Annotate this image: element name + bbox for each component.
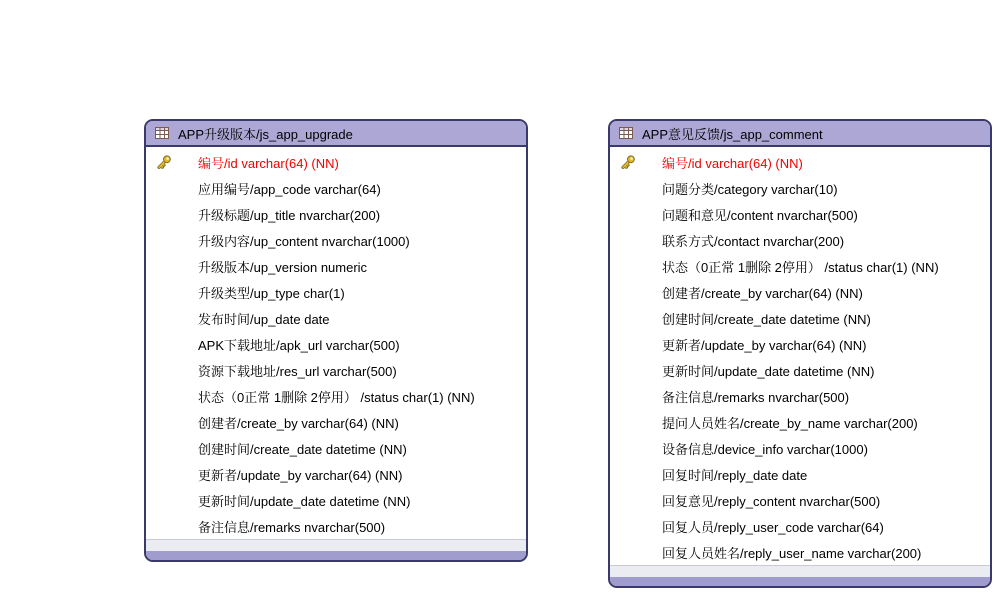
field-text: APK下载地址/apk_url varchar(500) <box>198 337 400 353</box>
field-row[interactable] <box>146 175 526 201</box>
field-text: 更新者/update_by varchar(64) (NN) <box>198 467 403 483</box>
field-text: 升级类型/up_type char(1) <box>198 285 345 301</box>
field-text: 回复人员姓名/reply_user_name varchar(200) <box>662 545 922 561</box>
field-row[interactable] <box>146 435 526 461</box>
field-text: 回复人员/reply_user_code varchar(64) <box>662 519 884 535</box>
entity-footer-strip <box>610 565 990 577</box>
field-row[interactable] <box>610 149 990 175</box>
entity-footer-band <box>146 551 526 560</box>
entity-js-app-comment[interactable] <box>608 119 992 588</box>
entity-js-app-upgrade[interactable] <box>144 119 528 562</box>
field-row[interactable] <box>146 409 526 435</box>
field-row[interactable] <box>146 201 526 227</box>
field-text: 状态（0正常 1删除 2停用） /status char(1) (NN) <box>662 259 939 275</box>
field-text: 应用编号/app_code varchar(64) <box>198 181 381 197</box>
field-text: 更新时间/update_date datetime (NN) <box>198 493 411 509</box>
field-text: 备注信息/remarks nvarchar(500) <box>662 389 850 405</box>
field-row[interactable] <box>610 357 990 383</box>
field-row[interactable] <box>146 487 526 513</box>
field-row[interactable] <box>146 253 526 279</box>
field-text: 编号/id varchar(64) (NN) <box>198 155 339 171</box>
entity-field-list <box>610 147 990 565</box>
field-row[interactable] <box>610 279 990 305</box>
entity-header[interactable] <box>146 121 526 147</box>
entity-footer-band <box>610 577 990 586</box>
field-row[interactable] <box>610 461 990 487</box>
field-text: 升级标题/up_title nvarchar(200) <box>198 207 381 223</box>
field-row[interactable] <box>610 513 990 539</box>
field-text: 设备信息/device_info varchar(1000) <box>662 441 868 457</box>
entity-footer-strip <box>146 539 526 551</box>
field-row[interactable] <box>146 305 526 331</box>
field-text: 发布时间/up_date date <box>198 311 330 327</box>
field-row[interactable] <box>146 461 526 487</box>
field-row[interactable] <box>610 539 990 565</box>
field-text: 编号/id varchar(64) (NN) <box>662 155 803 171</box>
field-text: 回复意见/reply_content nvarchar(500) <box>662 493 881 509</box>
field-row[interactable] <box>146 383 526 409</box>
field-text: 更新者/update_by varchar(64) (NN) <box>662 337 867 353</box>
primary-key-icon <box>610 154 662 171</box>
field-row[interactable] <box>610 383 990 409</box>
field-row[interactable] <box>146 331 526 357</box>
field-text: 提问人员姓名/create_by_name varchar(200) <box>662 415 918 431</box>
field-row[interactable] <box>610 227 990 253</box>
field-text: 更新时间/update_date datetime (NN) <box>662 363 875 379</box>
field-row[interactable] <box>610 175 990 201</box>
field-text: 备注信息/remarks nvarchar(500) <box>198 519 386 535</box>
field-text: 升级内容/up_content nvarchar(1000) <box>198 233 410 249</box>
field-row[interactable] <box>610 435 990 461</box>
field-row[interactable] <box>610 487 990 513</box>
field-row[interactable] <box>146 513 526 539</box>
field-text: 创建时间/create_date datetime (NN) <box>662 311 871 327</box>
field-text: 状态（0正常 1删除 2停用） /status char(1) (NN) <box>198 389 475 405</box>
entity-title: APP升级版本/js_app_upgrade <box>178 126 353 142</box>
field-text: 升级版本/up_version numeric <box>198 259 368 275</box>
field-text: 创建者/create_by varchar(64) (NN) <box>662 285 863 301</box>
field-row[interactable] <box>146 227 526 253</box>
table-icon <box>619 127 633 139</box>
field-row[interactable] <box>610 201 990 227</box>
entity-title: APP意见反馈/js_app_comment <box>642 126 823 142</box>
field-row[interactable] <box>146 357 526 383</box>
field-text: 问题分类/category varchar(10) <box>662 181 838 197</box>
entity-header[interactable] <box>610 121 990 147</box>
field-text: 问题和意见/content nvarchar(500) <box>662 207 858 223</box>
field-row[interactable] <box>610 331 990 357</box>
entity-field-list <box>146 147 526 539</box>
field-text: 创建时间/create_date datetime (NN) <box>198 441 407 457</box>
field-text: 资源下载地址/res_url varchar(500) <box>198 363 397 379</box>
primary-key-icon <box>146 154 198 171</box>
table-icon <box>155 127 169 139</box>
field-row[interactable] <box>610 305 990 331</box>
field-row[interactable] <box>146 149 526 175</box>
field-row[interactable] <box>610 409 990 435</box>
field-row[interactable] <box>146 279 526 305</box>
field-row[interactable] <box>610 253 990 279</box>
field-text: 联系方式/contact nvarchar(200) <box>662 233 845 249</box>
field-text: 回复时间/reply_date date <box>662 467 808 483</box>
field-text: 创建者/create_by varchar(64) (NN) <box>198 415 399 431</box>
